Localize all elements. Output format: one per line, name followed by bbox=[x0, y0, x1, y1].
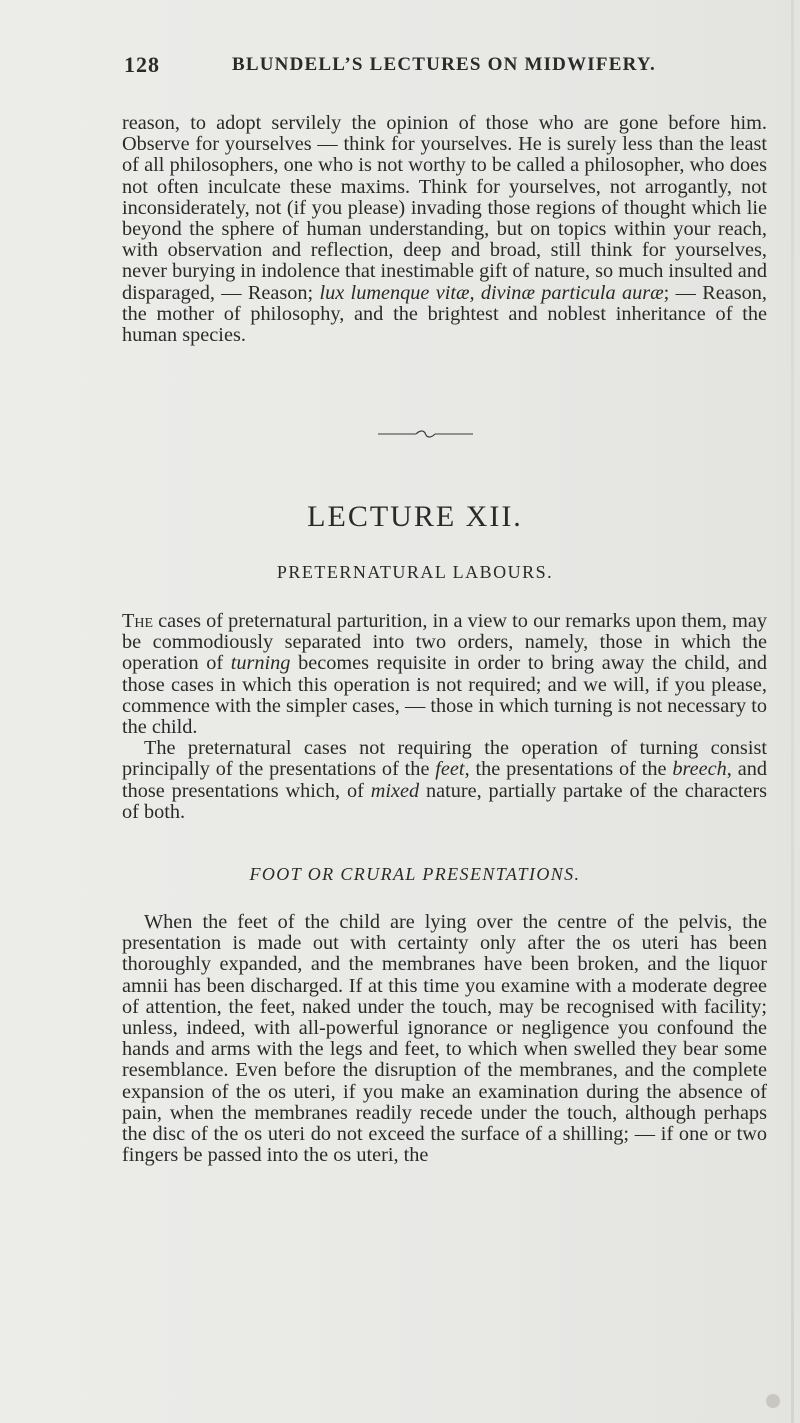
paragraph-continuation bbox=[122, 113, 767, 346]
paragraph-1-text-end: ; — Reason, the mother of philosophy, and the brightest and noblest inheritance of the human species. bbox=[122, 281, 767, 347]
drop-lead-word: The bbox=[122, 610, 154, 632]
paragraph-2 bbox=[122, 611, 767, 738]
section-body bbox=[122, 912, 767, 1166]
page-number: 128 bbox=[124, 52, 160, 77]
paragraph-text bbox=[122, 113, 767, 346]
italic-turning: turning bbox=[230, 652, 291, 675]
lecture-title: LECTURE XII. bbox=[307, 500, 523, 533]
page-header bbox=[0, 52, 800, 82]
running-head: BLUNDELL’S LECTURES ON MIDWIFERY. bbox=[232, 54, 656, 75]
lecture-subtitle: PRETERNATURAL LABOURS. bbox=[276, 562, 554, 582]
paragraph-2-text-b: becomes requisite in order to bring away the child, and those cases in which this operation is not required; and we will, if you please, commence with the simpler cases, — those in which turning is not necessary to the child. bbox=[122, 652, 768, 739]
paragraph-2-text-a: cases of preternatural parturition, in a view to our remarks upon them, may be commodiously separated into two orders, namely, those in which the operation of bbox=[122, 610, 767, 675]
lecture-body bbox=[122, 611, 767, 823]
italic-feet: feet bbox=[435, 758, 465, 781]
paper-blemish bbox=[766, 1394, 780, 1408]
italic-breech: breech bbox=[672, 758, 727, 781]
paragraph-3-text-a: The preternatural cases not requiring the operation of turning consist principally of the presentations of the bbox=[122, 737, 767, 781]
paragraph-3-text-d: nature, partially partake of the characters of both. bbox=[122, 779, 767, 823]
paragraph-1-text: reason, to adopt servilely the opinion of those who are gone before him. Observe for yourselves — think for yourselves. He is surely less than the least of all philosophers, one who is not worthy to be called a philosopher, who does not often inculcate these maxims. Think for yourselves, not arrogantly, not inconsiderately, not (if you please) invading those regions of thought which lie beyond the sphere of human understanding, but on topics within your reach, with observation and reflection, deep and broad, still think for yourselves, never burying in indolence that inestimable gift of nature, so much insulted and disparaged, — Reason; bbox=[122, 112, 767, 304]
paragraph-4: When the feet of the child are lying over the centre of the pelvis, the presentation is made out with certainty only after the os uteri has been thoroughly expanded, and the membranes have been broken, and the liquor amnii has been discharged. If at this time you examine with a moderate degree of attention, the feet, naked under the touch, may be recognised with facility; unless, indeed, with all-powerful ignorance or negligence you confound the hands and arms with the legs and feet, to which when swelled they bear some resemblance. Even before the disruption of the membranes, and the complete expansion of the os uteri, if you make an examination during the absence of pain, when the membranes readily recede under the touch, although perhaps the disc of the os uteri do not exceed the surface of a shilling; — if one or two fingers be passed into the os uteri, the bbox=[122, 911, 767, 1167]
latin-quotation: lux lumenque vitæ, divinæ particula auræ bbox=[319, 281, 664, 304]
italic-mixed: mixed bbox=[370, 779, 420, 802]
section-divider-ornament bbox=[378, 429, 473, 439]
paragraph-3 bbox=[122, 738, 767, 823]
section-heading: FOOT OR CRURAL PRESENTATIONS. bbox=[249, 864, 581, 884]
paragraph-3-text-b: , the presentations of the bbox=[464, 758, 673, 781]
paragraph-3-text-c: , and those presentations which, of bbox=[122, 758, 767, 802]
page-edge-shadow bbox=[791, 0, 794, 1423]
